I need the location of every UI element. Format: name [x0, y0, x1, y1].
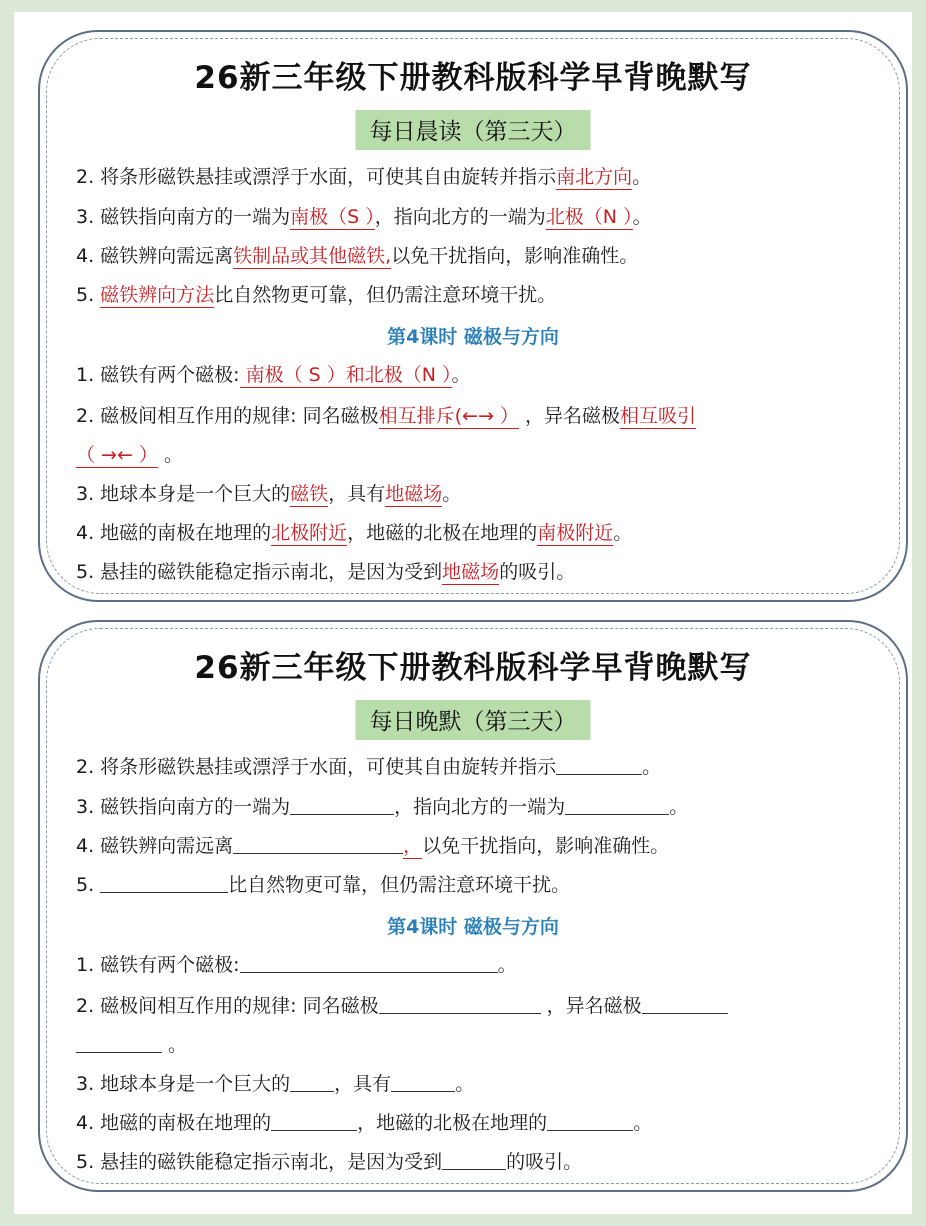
item-text: 的吸引。: [499, 561, 576, 583]
item-line: [76, 794, 688, 820]
item-text: 3. 地球本身是一个巨大的: [76, 1073, 291, 1095]
item-text: 4. 磁铁辨向需远离: [76, 835, 234, 857]
item-text: 比自然物更可靠，但仍需注意环境干扰。: [228, 874, 571, 896]
item-line: [76, 282, 556, 308]
answer-blank[interactable]: [391, 1071, 455, 1092]
answer-text: 相互吸引: [619, 405, 696, 427]
item-text: 3. 地球本身是一个巨大的: [76, 483, 291, 505]
answer-blank[interactable]: [240, 952, 498, 973]
answer-blank[interactable]: [290, 794, 394, 815]
item-text: 。: [669, 796, 689, 818]
answer-blank[interactable]: [233, 833, 403, 854]
answer-blank[interactable]: [442, 1149, 506, 1170]
item-line: [76, 442, 183, 468]
item-text: ，指向北方的一端为: [394, 796, 566, 818]
item-text: 。: [632, 166, 652, 188]
item-text: ，异名磁极: [518, 405, 620, 427]
answer-text: 北极附近: [271, 522, 348, 544]
answer-text: 磁铁辨向方法: [100, 284, 215, 306]
item-line: [76, 362, 471, 388]
item-line: [76, 164, 651, 190]
answer-text: 南极（ S ）和北极（N ）: [239, 364, 452, 386]
item-text: 4. 磁铁辨向需远离: [76, 245, 234, 267]
answer-text: 北极（N ）: [545, 206, 633, 228]
answer-text: （ →← ）: [76, 444, 158, 466]
answer-blank[interactable]: [556, 754, 642, 775]
answer-blank[interactable]: [642, 993, 728, 1014]
answer-text: 地磁场: [442, 561, 500, 583]
day-badge: 每日晨读（第三天）: [356, 110, 591, 150]
item-text: 。: [157, 444, 183, 466]
item-text: 。: [497, 954, 517, 976]
item-line: [76, 403, 696, 429]
lesson-heading: 第4课时 磁极与方向: [387, 916, 559, 938]
item-text: ，指向北方的一端为: [374, 206, 546, 228]
item-text: 1. 磁铁有两个磁极:: [76, 954, 240, 976]
item-text: ，地磁的北极在地理的: [357, 1112, 548, 1134]
item-text: 3. 磁铁指向南方的一端为: [76, 796, 291, 818]
item-text: 3. 磁铁指向南方的一端为: [76, 206, 291, 228]
item-text: 。: [633, 1112, 653, 1134]
morning-reading-card: [38, 30, 908, 602]
answer-blank[interactable]: [565, 794, 669, 815]
item-line: [76, 204, 652, 230]
item-text: 2. 将条形磁铁悬挂或漂浮于水面，可使其自由旋转并指示: [76, 756, 557, 778]
item-text: 4. 地磁的南极在地理的: [76, 1112, 272, 1134]
worksheet-page: [14, 12, 912, 1214]
item-text: 2. 将条形磁铁悬挂或漂浮于水面，可使其自由旋转并指示: [76, 166, 557, 188]
item-text: ，具有: [328, 483, 386, 505]
item-text: 4. 地磁的南极在地理的: [76, 522, 272, 544]
item-text: 以免干扰指向，影响准确性。: [422, 835, 670, 857]
item-text: 5.: [76, 284, 101, 306]
item-text: ，异名磁极: [540, 995, 642, 1017]
item-text: 。: [455, 1073, 475, 1095]
item-text: 5. 悬挂的磁铁能稳定指示南北，是因为受到: [76, 1151, 443, 1173]
comma-text: ，: [403, 835, 423, 857]
answer-text: 相互排斥(←→ ）: [378, 405, 519, 427]
answer-blank[interactable]: [379, 993, 541, 1014]
item-text: ，具有: [334, 1073, 392, 1095]
answer-text: 南北方向: [556, 166, 633, 188]
item-line: [76, 872, 570, 898]
item-line: [76, 481, 461, 507]
item-text: 。: [451, 364, 471, 386]
item-text: 1. 磁铁有两个磁极:: [76, 364, 240, 386]
item-text: 5.: [76, 874, 101, 896]
item-line: [76, 243, 638, 269]
card-title: 26新三年级下册教科版科学早背晚默写: [194, 650, 752, 686]
answer-blank[interactable]: [547, 1110, 633, 1131]
item-line: [76, 993, 728, 1019]
item-line: [76, 833, 669, 859]
answer-blank[interactable]: [271, 1110, 357, 1131]
item-text: ，地磁的北极在地理的: [347, 522, 538, 544]
item-text: 。: [642, 756, 662, 778]
item-line: [76, 1149, 582, 1175]
item-line: [76, 1032, 187, 1058]
item-line: [76, 754, 661, 780]
item-text: 的吸引。: [506, 1151, 583, 1173]
item-line: [76, 520, 632, 546]
evening-dictation-card: [38, 620, 908, 1192]
answer-text: 地磁场: [385, 483, 443, 505]
item-line: [76, 1110, 652, 1136]
item-line: [76, 1071, 474, 1097]
answer-text: 磁铁: [290, 483, 329, 505]
answer-text: 铁制品或其他磁铁,: [233, 245, 392, 267]
item-text: 2. 磁极间相互作用的规律: 同名磁极: [76, 995, 379, 1017]
card-title: 26新三年级下册教科版科学早背晚默写: [194, 60, 752, 96]
item-text: 2. 磁极间相互作用的规律: 同名磁极: [76, 405, 379, 427]
item-line: [76, 952, 517, 978]
answer-blank[interactable]: [100, 872, 228, 893]
item-text: 。: [632, 206, 652, 228]
lesson-heading: 第4课时 磁极与方向: [387, 326, 559, 348]
item-text: 。: [613, 522, 633, 544]
item-text: 比自然物更可靠，但仍需注意环境干扰。: [214, 284, 557, 306]
answer-blank[interactable]: [76, 1032, 162, 1053]
item-text: 以免干扰指向，影响准确性。: [391, 245, 639, 267]
item-text: 。: [162, 1034, 188, 1056]
item-text: 5. 悬挂的磁铁能稳定指示南北，是因为受到: [76, 561, 443, 583]
item-line: [76, 559, 575, 585]
day-badge: 每日晚默（第三天）: [356, 700, 591, 740]
answer-text: 南极附近: [537, 522, 614, 544]
item-text: 。: [442, 483, 462, 505]
answer-text: 南极（S ）: [290, 206, 375, 228]
answer-blank[interactable]: [290, 1071, 334, 1092]
